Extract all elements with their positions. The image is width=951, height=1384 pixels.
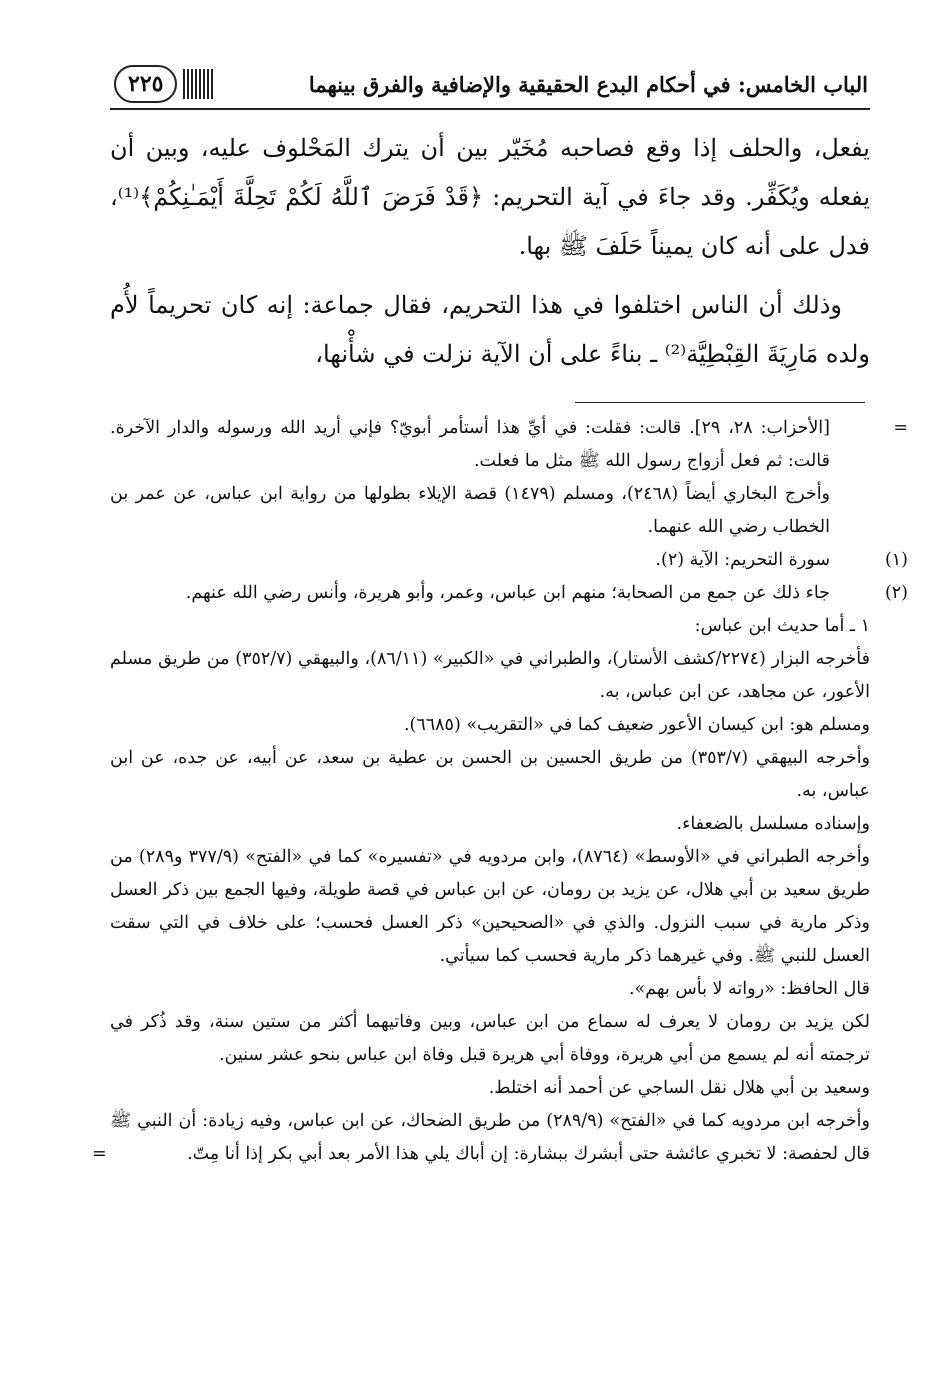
continuation-mark: = xyxy=(893,418,908,438)
note-line: فأخرجه البزار (٢٢٧٤/كشف الأستار)، والطبراني في «الكبير» (٨٦/١١)، والبيهقي (٣٥٢/٧) من طريق مسلم الأعور، عن مجاهد، عن ابن عباس، به. xyxy=(110,649,870,702)
page-number: ٢٢٥ xyxy=(114,65,177,103)
paragraph-1: يفعل، والحلف إذا وقع فصاحبه مُخَيّر بين أن يترك المَحْلوف عليه، وبين أن يفعله ويُكَفِّر. وقد جاءَ في آية التحريم: ﴿قَدْ فَرَضَ ٱللَّهُ لَكُمْ تَحِلَّةَ أَيْمَـٰنِكُمْ﴾⁽¹⁾، فدل على أنه كان يميناً حَلَفَ ﷺ بها. xyxy=(110,134,870,260)
note-line: قال الحافظ: «رواته لا بأس بهم». xyxy=(628,979,870,999)
paragraph-2: وذلك أن الناس اختلفوا في هذا التحريم، فقال جماعة: إنه كان تحريماً لأُم ولده مَارِيَةَ القِبْطِيَّة⁽²⁾ ـ بناءً على أن الآية نزلت في شأْنها، xyxy=(110,291,870,368)
note-line: لكن يزيد بن رومان لا يعرف له سماع من ابن عباس، وبين وفاتيهما أكثر من ستين سنة، وقد ذُكر في ترجمته أنه لم يسمع من أبي هريرة، ووفاة أبي هريرة قبل وفاة ابن عباس بنحو عشر سنين. xyxy=(110,1012,870,1065)
note-line: جاء ذلك عن جمع من الصحابة؛ منهم ابن عباس، وعمر، وأبو هريرة، وأنس رضي الله عنهم. xyxy=(185,583,830,603)
note-line: ١ ـ أما حديث ابن عباس: xyxy=(694,616,870,636)
note-line: وإسناده مسلسل بالضعفاء. xyxy=(676,814,870,834)
footnote-separator xyxy=(575,402,865,403)
end-continuation-mark: = xyxy=(92,1144,107,1164)
page-header xyxy=(110,60,870,110)
footnote-1-mark: (١) xyxy=(884,550,908,570)
note-line: وأخرجه ابن مردويه كما في «الفتح» (٢٨٩/٩) من طريق الضحاك، عن ابن عباس، وفيه زيادة: أن النبي ﷺ قال لحفصة: لا تخبري عائشة حتى أبشرك ببشارة: إن أباك يلي هذا الأمر بعد أبي بكر إذا أنا مِتّ. xyxy=(110,1111,870,1164)
footnote-2 xyxy=(110,577,908,610)
footnote-2-body xyxy=(92,610,871,1171)
note-line: وأخرج البخاري أيضاً (٢٤٦٨)، ومسلم (١٤٧٩) قصة الإيلاء بطولها من رواية ابن عباس، عن عمر بن الخطاب رضي الله عنهما. xyxy=(110,484,831,537)
note-line: وأخرجه البيهقي (٣٥٣/٧) من طريق الحسين بن الحسن بن عطية بن سعد، عن أبيه، عن جده، عن ابن عباس، به. xyxy=(110,748,871,801)
main-text xyxy=(110,124,870,389)
footnote-1 xyxy=(110,544,908,577)
footnote-1-text: سورة التحريم: الآية (٢). xyxy=(655,550,830,570)
chapter-title: الباب الخامس: في أحكام البدع الحقيقية والإضافية والفرق بينهما xyxy=(308,71,868,97)
note-line: وأخرجه الطبراني في «الأوسط» (٨٧٦٤)، وابن مردويه في «تفسيره» كما في «الفتح» (٣٧٧/٩ و٢٨٩) من طريق سعيد بن أبي هلال، عن يزيد بن رومان، عن ابن عباس في قصة طويلة، وفيها الجمع بين ذكر العسل وذكر مارية في سبب النزول. والذي في «الصحيحين» ذكر العسل فحسب؛ على خلاف في التي سقت العسل للنبي ﷺ. وفي غيرهما ذكر مارية فحسب كما سيأتي. xyxy=(110,847,871,966)
header-ornament-icon xyxy=(183,69,213,99)
note-line: ومسلم هو: ابن كيسان الأعور ضعيف كما في «التقريب» (٦٦٨٥). xyxy=(403,715,870,735)
note-line: [الأحزاب: ٢٨، ٢٩]. قالت: فقلت: في أيِّ هذا أستأمر أبويّ؟ فإني أريد الله ورسوله والدار الآخرة. قالت: ثم فعل أزواج رسول الله ﷺ مثل ما فعلت. xyxy=(110,418,830,471)
footnote-continuation xyxy=(110,412,908,544)
footnote-2-mark: (٢) xyxy=(884,583,908,603)
note-line: وسعيد بن أبي هلال نقل الساجي عن أحمد أنه اختلط. xyxy=(488,1078,870,1098)
footnotes xyxy=(92,412,908,1171)
page-number-badge xyxy=(114,65,213,103)
